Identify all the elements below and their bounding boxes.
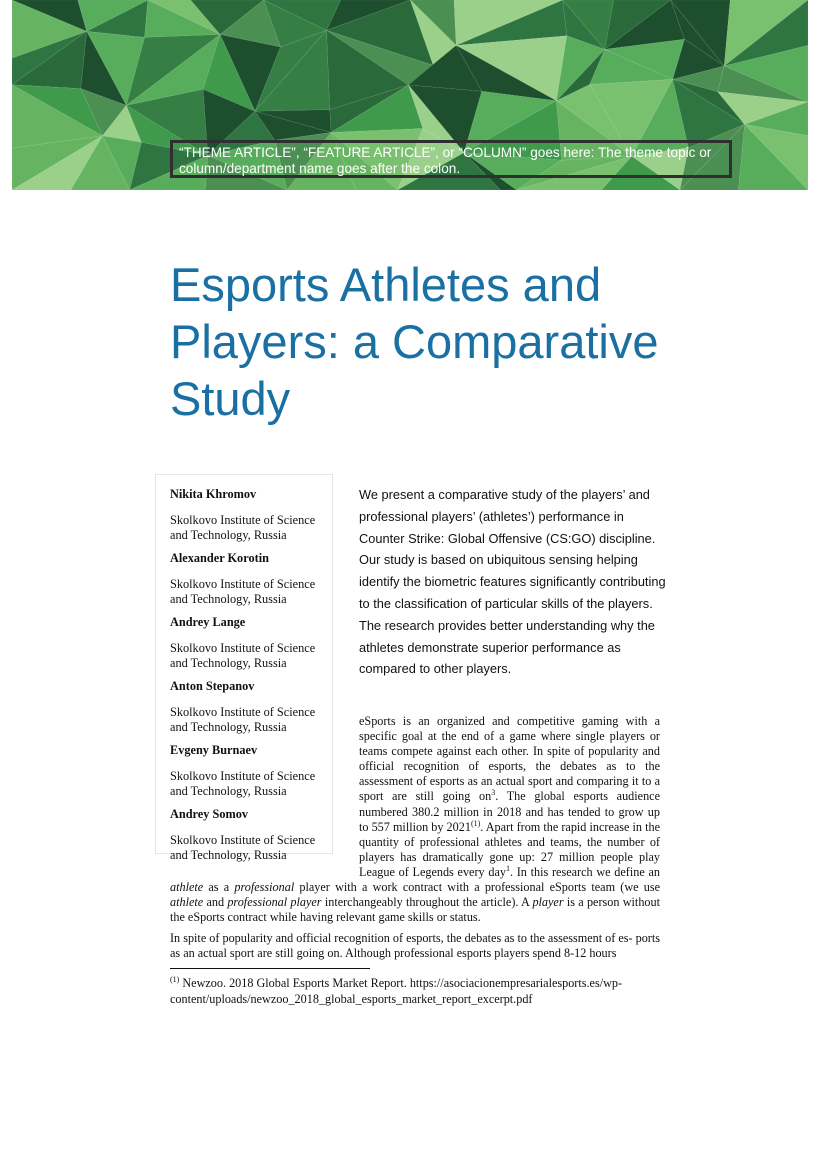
author-affiliation: Skolkovo Institute of Science and Technology, Russia (170, 833, 316, 862)
theme-label-box (170, 140, 732, 178)
author-name: Evgeny Burnaev (170, 743, 258, 757)
text-run: . The global esports audience numbered 380.2 million in 2018 and has tended to grow up to 557 million by 2021 (359, 789, 660, 834)
author-affiliation: Skolkovo Institute of Science and Technology, Russia (170, 705, 316, 734)
emphasis: professional (234, 880, 295, 895)
float-spacer (170, 714, 359, 870)
text-run: is a person without the eSports contract while having relevant game skills or status. (170, 895, 660, 925)
theme-label: “THEME ARTICLE”, “FEATURE ARTICLE”, or “COLUMN” goes here: The theme topic or column/department name goes after the colon. (179, 145, 712, 176)
author-block (170, 551, 332, 607)
emphasis: professional player (227, 895, 322, 910)
author-block (170, 615, 332, 671)
author-affiliation: Skolkovo Institute of Science and Technology, Russia (170, 577, 316, 606)
footnote-ref[interactable]: (1) (470, 818, 481, 828)
text-run: as a (203, 880, 235, 895)
body-paragraph: In spite of popularity and official recognition of esports, the debates as to the assessment of es- ports as an actual sport are still going on. Although professional esports players spend 8-12 hours (170, 931, 660, 961)
body-paragraph (170, 714, 660, 925)
emphasis: athlete (170, 895, 204, 910)
article-body (170, 714, 660, 962)
header-banner (12, 0, 808, 190)
author-affiliation: Skolkovo Institute of Science and Technology, Russia (170, 641, 316, 670)
article-title: Esports Athletes and Players: a Comparative Study (170, 258, 659, 425)
footnote (170, 976, 650, 1007)
author-name: Anton Stepanov (170, 679, 255, 693)
author-name: Nikita Khromov (170, 487, 257, 501)
author-affiliation: Skolkovo Institute of Science and Technology, Russia (170, 769, 316, 798)
text-run: . Apart from the rapid increase in the quantity of professional athletes and teams, the number of players has dramatically gone up: 27 million people play League of Legends every day (359, 819, 660, 879)
text-run: eSports is an organized and competitive gaming with a specific goal at the end of a game where single players or teams compete against each other. In spite of popularity and official recognition of esports, the debates as to the assessment of esports as an actual sport and comparing it to a sport are still going on (359, 714, 660, 804)
citation-ref[interactable]: 3 (491, 788, 496, 798)
author-name: Alexander Korotin (170, 551, 269, 565)
text-run: . In this research we define an (509, 864, 660, 879)
author-name: Andrey Lange (170, 615, 246, 629)
emphasis: athlete (170, 880, 204, 895)
emphasis: player (532, 895, 564, 910)
author-block (170, 487, 332, 543)
footnote-marker: (1) (170, 974, 180, 984)
text-run: and (203, 895, 228, 910)
author-name: Andrey Somov (170, 807, 249, 821)
text-run: interchangeably throughout the article). A (321, 895, 533, 910)
text-run: player with a work contract with a professional eSports team (we use (294, 880, 661, 895)
author-affiliation: Skolkovo Institute of Science and Technology, Russia (170, 513, 316, 542)
footnote-divider (170, 968, 370, 969)
abstract: We present a comparative study of the players’ and professional players’ (athletes’) performance in Counter Strike: Global Offensive (CS:GO) discipline. Our study is based on ubiquitous sensing helping identify the biometric features significantly contributing to the classification of particular skills of the players. The research provides better understanding why the athletes demonstrate superior performance as compared to other players. (359, 487, 666, 677)
footnote-text: Newzoo. 2018 Global Esports Market Report. https://asociacionempresarialesports.es/wp- content/uploads/newzoo_2018_global_esports_market_report_excerpt.pdf (170, 976, 623, 1006)
citation-ref[interactable]: 1 (505, 863, 510, 873)
